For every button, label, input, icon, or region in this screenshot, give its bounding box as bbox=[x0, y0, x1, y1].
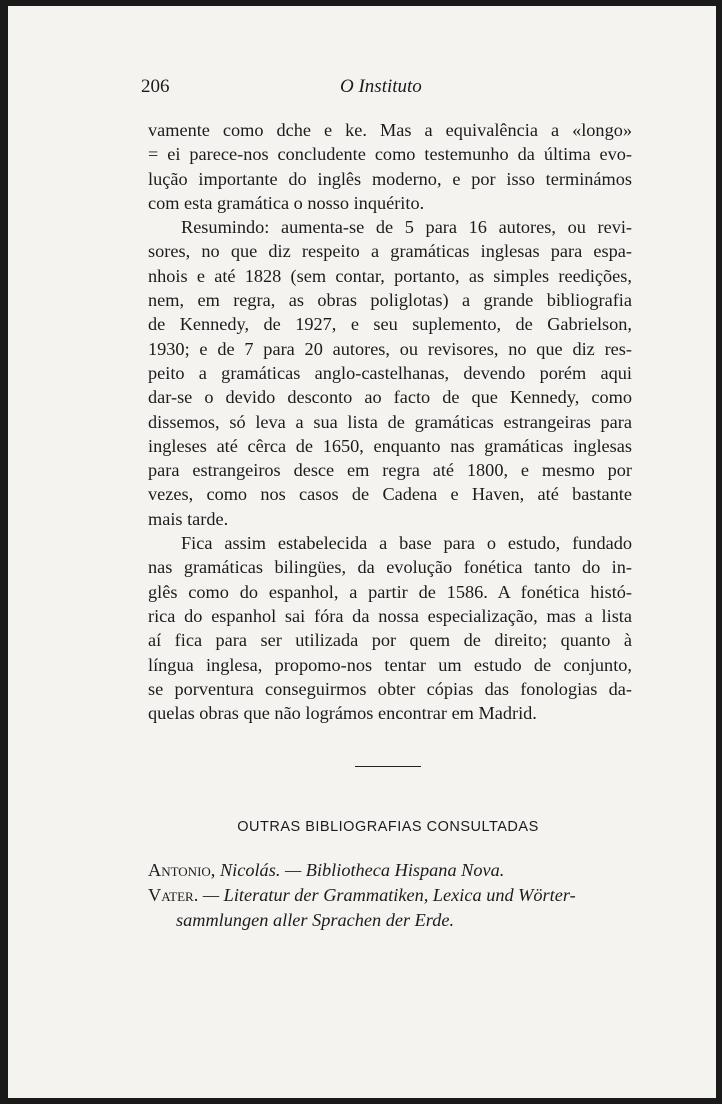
text-line: aí fica para ser utilizada por quem de direito; quanto à bbox=[148, 630, 632, 651]
text-line: língua inglesa, propomo-nos tentar um estudo de conjunto, bbox=[148, 654, 632, 675]
text-line: nhois e até 1828 (sem contar, portanto, as simples reedições, bbox=[148, 265, 632, 286]
text-line: nem, em regra, as obras poliglotas) a grande bibliografia bbox=[148, 290, 632, 311]
text-line: 1930; e de 7 para 20 autores, ou revisores, no que diz res- bbox=[148, 338, 632, 359]
text-line: quelas obras que não lográmos encontrar em Madrid. bbox=[148, 703, 537, 724]
text-line: mais tarde. bbox=[148, 508, 229, 529]
bibliography-author: Vater. bbox=[148, 885, 199, 905]
bibliography-entry-continuation: sammlungen aller Sprachen der Erde. bbox=[176, 910, 455, 930]
text-line: ingleses até cêrca de 1650, enquanto nas gramáticas inglesas bbox=[148, 435, 632, 456]
section-heading: OUTRAS BIBLIOGRAFIAS CONSULTADAS bbox=[237, 819, 539, 835]
text-line: peito a gramáticas anglo-castelhanas, devendo porém aqui bbox=[148, 362, 632, 383]
bibliography-entry bbox=[148, 858, 648, 883]
text-line: com esta gramática o nosso inquérito. bbox=[148, 192, 425, 213]
page-number: 206 bbox=[141, 76, 170, 97]
text-line: para estrangeiros desce em regra até 1800, e mesmo por bbox=[148, 460, 632, 481]
paragraph-start-line: Fica assim estabelecida a base para o estudo, fundado bbox=[181, 533, 632, 554]
text-line: vamente como dche e ke. Mas a equivalência a «longo» bbox=[148, 120, 632, 140]
bibliography-work: Nicolás. — Bibliotheca Hispana Nova. bbox=[219, 860, 505, 880]
paragraph-start-line: Resumindo: aumenta-se de 5 para 16 autores, ou revi- bbox=[181, 217, 632, 238]
bibliography-work: — Literatur der Grammatiken, Lexica und Wörter- bbox=[202, 885, 576, 905]
bibliography-author: Antonio, bbox=[148, 860, 216, 880]
text-line: de Kennedy, de 1927, e seu suplemento, de Gabrielson, bbox=[148, 314, 632, 335]
page-header bbox=[8, 76, 716, 102]
body-text bbox=[148, 118, 632, 725]
text-line: sores, no que diz respeito a gramáticas inglesas para espa- bbox=[148, 241, 632, 262]
book-page bbox=[8, 6, 716, 1098]
text-line: = ei parece-nos concludente como testemunho da última evo- bbox=[148, 144, 632, 165]
text-line: se porventura conseguirmos obter cópias das fonologias da- bbox=[148, 678, 632, 699]
text-line: nas gramáticas bilingües, da evolução fonética tanto do in- bbox=[148, 557, 632, 578]
bibliography-entry bbox=[148, 883, 648, 908]
text-line: dissemos, só leva a sua lista de gramáticas estrangeiras para bbox=[148, 411, 632, 432]
text-line: glês como do espanhol, a partir de 1586. A fonética histó- bbox=[148, 581, 632, 602]
section-divider bbox=[355, 766, 421, 767]
bibliography-list bbox=[148, 858, 648, 933]
text-line: lução importante do inglês moderno, e por isso terminámos bbox=[148, 168, 632, 189]
text-line: dar-se o devido desconto ao facto de que Kennedy, como bbox=[148, 387, 632, 408]
text-line: vezes, como nos casos de Cadena e Haven, até bastante bbox=[148, 484, 632, 505]
running-title: O Instituto bbox=[340, 76, 422, 97]
text-line: rica do espanhol sai fóra da nossa especialização, mas a lista bbox=[148, 605, 632, 626]
